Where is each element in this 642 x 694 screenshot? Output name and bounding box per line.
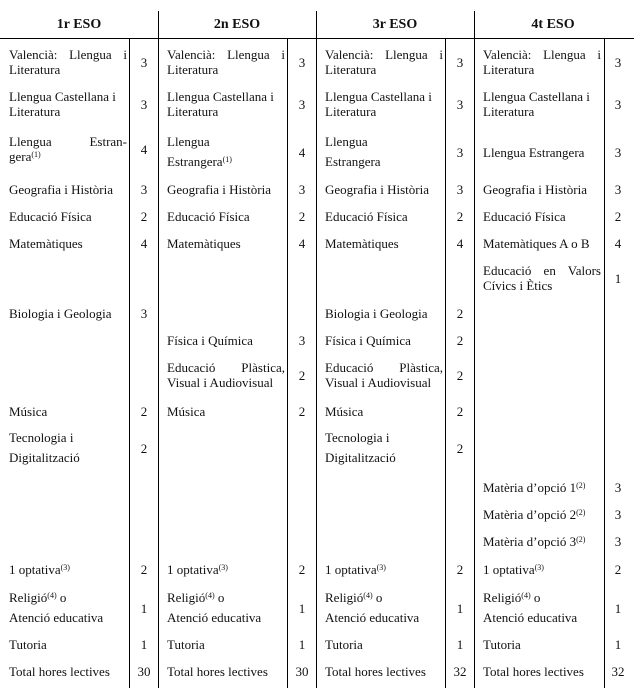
subject-line [483, 263, 601, 278]
subject-line [325, 104, 443, 119]
subject-text: Digitalització [325, 450, 396, 465]
subject-line [9, 134, 127, 149]
subject-name [325, 404, 443, 419]
subject-name [167, 360, 285, 390]
subject-text: Llengua Castellana i [9, 89, 116, 104]
hours-value: 4 [140, 142, 148, 157]
subject-name [167, 333, 285, 348]
subject-line [483, 610, 601, 625]
header-3r-eso: 3r ESO [372, 17, 418, 32]
hours-value: 1 [456, 637, 464, 652]
subject-name [483, 236, 601, 251]
subject-text: Atenció educativa [483, 610, 578, 625]
subject-name [483, 480, 601, 495]
hours-value: 32 [611, 664, 625, 679]
footnote-ref: (2) [576, 481, 586, 490]
subject-text: Tutoria [483, 637, 521, 652]
hours-value: 2 [614, 562, 622, 577]
subject-line [167, 637, 285, 652]
subject-name [483, 47, 601, 77]
subject-text: Total hores lectives [9, 664, 110, 679]
subject-text: Literatura [483, 62, 535, 77]
subject-line [483, 209, 601, 224]
subject-text: Geografia i Història [483, 182, 587, 197]
subject-text: Educació Física [325, 209, 408, 224]
subject-line [483, 507, 601, 522]
subject-line [325, 333, 443, 348]
subject-text: 1 optativa [167, 562, 219, 577]
subject-text: Biologia i Geologia [9, 306, 112, 321]
subject-line [325, 209, 443, 224]
hours-value: 2 [456, 306, 464, 321]
subject-text: 1 optativa [9, 562, 61, 577]
subject-line [325, 360, 443, 375]
footnote-ref: (1) [222, 155, 232, 164]
subject-text: Literatura [167, 104, 219, 119]
hours-divider [604, 38, 605, 688]
subject-text: Tutoria [167, 637, 205, 652]
hours-value: 1 [140, 637, 148, 652]
subject-text: Cívics i Ètics [483, 278, 553, 293]
hours-value: 1 [140, 601, 148, 616]
subject-line [325, 664, 443, 679]
hours-divider [445, 38, 446, 688]
hours-value: 1 [298, 637, 306, 652]
hours-value: 2 [456, 562, 464, 577]
subject-line [167, 236, 285, 251]
footnote-ref: (4) [521, 591, 531, 600]
subject-name [167, 562, 285, 577]
subject-line [483, 637, 601, 652]
subject-line [325, 47, 443, 62]
subject-name [325, 664, 443, 679]
subject-line [483, 236, 601, 251]
subject-name [9, 590, 127, 625]
subject-line [9, 182, 127, 197]
subject-text: Llengua Estran- [9, 134, 127, 149]
subject-text: Literatura [325, 62, 377, 77]
subject-text: Matemàtiques [167, 236, 241, 251]
subject-text: Llengua Estrangera [483, 145, 585, 160]
subject-text: Matèria d’opció 3 [483, 534, 577, 549]
subject-text: Valencià: Llengua i [167, 47, 285, 62]
subject-line [167, 375, 285, 390]
subject-line [325, 62, 443, 77]
hours-value: 4 [140, 236, 148, 251]
column-divider [474, 11, 475, 688]
hours-value: 3 [140, 55, 148, 70]
hours-value: 2 [298, 562, 306, 577]
subject-text: Geografia i Història [167, 182, 271, 197]
subject-text: Matemàtiques [9, 236, 83, 251]
subject-text: Visual i Audiovisual [325, 375, 432, 390]
subject-text: Total hores lectives [325, 664, 426, 679]
hours-value: 3 [614, 97, 622, 112]
footnote-ref: (3) [60, 563, 70, 572]
hours-value: 1 [614, 271, 622, 286]
hours-value: 1 [614, 637, 622, 652]
subject-name [325, 360, 443, 390]
subject-text: Matèria d’opció 1 [483, 480, 577, 495]
subject-text: Llengua Castellana i [483, 89, 590, 104]
hours-value: 3 [298, 97, 306, 112]
hours-value: 1 [614, 601, 622, 616]
hours-divider [287, 38, 288, 688]
subject-line [167, 209, 285, 224]
subject-text: o [372, 590, 383, 605]
subject-name [483, 562, 601, 577]
subject-name [167, 134, 285, 169]
subject-name [483, 664, 601, 679]
subject-line [167, 89, 285, 104]
subject-text: Atenció educativa [9, 610, 104, 625]
subject-name [325, 236, 443, 251]
subject-text: Música [325, 404, 364, 419]
hours-value: 2 [456, 404, 464, 419]
subject-name [483, 263, 601, 293]
subject-name [167, 236, 285, 251]
subject-text: Llengua Castellana i [325, 89, 432, 104]
subject-line [325, 306, 443, 321]
subject-name [9, 430, 127, 465]
subject-text: Religió [167, 590, 206, 605]
hours-value: 2 [140, 209, 148, 224]
subject-line [9, 62, 127, 77]
subject-name [167, 664, 285, 679]
subject-line [9, 637, 127, 652]
subject-line [9, 430, 127, 445]
subject-line [9, 306, 127, 321]
subject-text: Atenció educativa [167, 610, 262, 625]
footnote-ref: (4) [47, 591, 57, 600]
hours-value: 2 [456, 368, 464, 383]
subject-line [9, 104, 127, 119]
subject-line [167, 664, 285, 679]
subject-name [167, 89, 285, 119]
subject-text: Educació Física [483, 209, 566, 224]
subject-text: o [214, 590, 225, 605]
hours-value: 2 [140, 404, 148, 419]
subject-text: Física i Química [167, 333, 253, 348]
subject-line [167, 333, 285, 348]
subject-name [483, 209, 601, 224]
subject-text: 1 optativa [325, 562, 377, 577]
footnote-ref: (3) [534, 563, 544, 572]
subject-line [483, 145, 601, 160]
subject-text: Física i Química [325, 333, 411, 348]
subject-text: Estrangera [325, 154, 381, 169]
subject-name [167, 182, 285, 197]
subject-name [167, 47, 285, 77]
subject-name [9, 404, 127, 419]
subject-text: Educació Plàstica, [167, 360, 285, 375]
subject-line [325, 89, 443, 104]
subject-line [325, 182, 443, 197]
subject-line [325, 610, 443, 625]
subject-line [9, 404, 127, 419]
subject-line [167, 104, 285, 119]
subject-name [9, 47, 127, 77]
hours-value: 3 [614, 480, 622, 495]
hours-value: 3 [614, 182, 622, 197]
subject-text: Literatura [167, 62, 219, 77]
subject-line [325, 404, 443, 419]
subject-text: Educació Física [167, 209, 250, 224]
subject-line [167, 154, 285, 169]
subject-text: Valencià: Llengua i [483, 47, 601, 62]
hours-value: 1 [298, 601, 306, 616]
subject-text: Tutoria [9, 637, 47, 652]
subject-name [483, 145, 601, 160]
subject-line [9, 562, 127, 577]
subject-line [167, 360, 285, 375]
hours-value: 3 [298, 55, 306, 70]
subject-text: Atenció educativa [325, 610, 420, 625]
subject-text: Geografia i Història [9, 182, 113, 197]
subject-name [167, 590, 285, 625]
subject-name [325, 89, 443, 119]
subject-text: Tecnologia i [325, 430, 390, 445]
header-4t-eso: 4t ESO [531, 17, 575, 32]
subject-line [483, 182, 601, 197]
subject-line [325, 562, 443, 577]
hours-value: 3 [456, 55, 464, 70]
hours-value: 3 [456, 145, 464, 160]
subject-line [9, 664, 127, 679]
hours-value: 2 [140, 562, 148, 577]
footnote-ref: (4) [363, 591, 373, 600]
hours-value: 1 [456, 601, 464, 616]
hours-value: 3 [140, 182, 148, 197]
hours-value: 3 [140, 306, 148, 321]
subject-name [483, 637, 601, 652]
subject-text: Educació Plàstica, [325, 360, 443, 375]
subject-name [167, 404, 285, 419]
subject-name [325, 333, 443, 348]
subject-name [483, 182, 601, 197]
subject-line [9, 149, 127, 164]
subject-line [483, 534, 601, 549]
subject-name [483, 89, 601, 119]
hours-value: 2 [456, 209, 464, 224]
hours-value: 3 [298, 182, 306, 197]
subject-text: Estrangera [167, 154, 223, 169]
subject-line [325, 375, 443, 390]
hours-divider [129, 38, 130, 688]
subject-line [9, 450, 127, 465]
column-divider [158, 11, 159, 688]
subject-line [167, 182, 285, 197]
subject-text: o [530, 590, 541, 605]
subject-line [325, 450, 443, 465]
subject-line [167, 62, 285, 77]
subject-line [9, 236, 127, 251]
subject-line [483, 562, 601, 577]
subject-text: Literatura [9, 104, 61, 119]
subject-line [9, 47, 127, 62]
subject-name [483, 534, 601, 549]
hours-value: 3 [456, 182, 464, 197]
subject-text: Educació Física [9, 209, 92, 224]
subject-line [483, 89, 601, 104]
subject-name [9, 637, 127, 652]
hours-value: 3 [614, 55, 622, 70]
hours-value: 3 [614, 534, 622, 549]
hours-value: 2 [298, 209, 306, 224]
footnote-ref: (3) [218, 563, 228, 572]
subject-name [325, 134, 443, 169]
subject-text: Biologia i Geologia [325, 306, 428, 321]
hours-value: 4 [456, 236, 464, 251]
footnote-ref: (1) [31, 150, 41, 159]
subject-line [325, 430, 443, 445]
hours-value: 3 [614, 507, 622, 522]
header-1r-eso: 1r ESO [56, 17, 102, 32]
subject-text: Llengua Castellana i [167, 89, 274, 104]
subject-text: Tecnologia i [9, 430, 74, 445]
subject-line [167, 404, 285, 419]
subject-text: o [56, 590, 67, 605]
subject-line [167, 610, 285, 625]
subject-name [9, 209, 127, 224]
subject-text: Música [9, 404, 48, 419]
subject-name [9, 306, 127, 321]
subject-text: Literatura [483, 104, 535, 119]
subject-name [9, 134, 127, 164]
subject-name [167, 209, 285, 224]
footnote-ref: (3) [376, 563, 386, 572]
hours-value: 3 [614, 145, 622, 160]
hours-value: 4 [298, 145, 306, 160]
subject-text: gera [9, 149, 32, 164]
subject-name [9, 236, 127, 251]
subject-line [9, 610, 127, 625]
subject-text: Llengua [325, 134, 368, 149]
subject-line [483, 104, 601, 119]
hours-value: 3 [298, 333, 306, 348]
header-rule [0, 38, 634, 39]
subject-text: Valencià: Llengua i [9, 47, 127, 62]
subject-text: Tutoria [325, 637, 363, 652]
subject-text: Total hores lectives [483, 664, 584, 679]
subject-text: Literatura [9, 62, 61, 77]
subject-line [167, 47, 285, 62]
subject-line [483, 664, 601, 679]
hours-value: 30 [295, 664, 309, 679]
subject-line [325, 590, 443, 605]
subject-line [167, 134, 285, 149]
footnote-ref: (4) [205, 591, 215, 600]
hours-value: 2 [298, 404, 306, 419]
hours-value: 2 [140, 441, 148, 456]
subject-text: Literatura [325, 104, 377, 119]
subject-name [325, 182, 443, 197]
subject-line [483, 480, 601, 495]
hours-value: 4 [298, 236, 306, 251]
footnote-ref: (2) [576, 508, 586, 517]
subject-line [9, 209, 127, 224]
subject-name [167, 637, 285, 652]
hours-value: 2 [456, 441, 464, 456]
hours-value: 2 [614, 209, 622, 224]
subject-name [325, 637, 443, 652]
hours-value: 2 [298, 368, 306, 383]
subject-line [9, 590, 127, 605]
subject-name [9, 182, 127, 197]
subject-line [9, 89, 127, 104]
hours-value: 4 [614, 236, 622, 251]
subject-name [325, 430, 443, 465]
subject-line [167, 562, 285, 577]
subject-line [325, 154, 443, 169]
hours-value: 30 [137, 664, 151, 679]
subject-text: Geografia i Història [325, 182, 429, 197]
column-divider [316, 11, 317, 688]
subject-line [325, 637, 443, 652]
subject-name [483, 507, 601, 522]
subject-text: Matemàtiques A o B [483, 236, 590, 251]
subject-name [325, 562, 443, 577]
subject-line [167, 590, 285, 605]
subject-text: Visual i Audiovisual [167, 375, 274, 390]
subject-name [9, 664, 127, 679]
subject-name [325, 209, 443, 224]
hours-value: 32 [453, 664, 467, 679]
header-2n-eso: 2n ESO [213, 17, 261, 32]
subject-text: Matemàtiques [325, 236, 399, 251]
subject-text: Religió [9, 590, 48, 605]
subject-text: 1 optativa [483, 562, 535, 577]
footnote-ref: (2) [576, 535, 586, 544]
subject-line [483, 62, 601, 77]
hours-value: 3 [456, 97, 464, 112]
hours-value: 2 [456, 333, 464, 348]
subject-name [9, 562, 127, 577]
subject-name [325, 47, 443, 77]
subject-text: Llengua [167, 134, 210, 149]
subject-line [483, 47, 601, 62]
subject-line [325, 134, 443, 149]
subject-name [483, 590, 601, 625]
subject-text: Religió [483, 590, 522, 605]
subject-line [483, 590, 601, 605]
subject-line [325, 236, 443, 251]
subject-text: Religió [325, 590, 364, 605]
subject-text: Educació en Valors [483, 263, 601, 278]
subject-text: Digitalització [9, 450, 80, 465]
subject-text: Música [167, 404, 206, 419]
subject-text: Valencià: Llengua i [325, 47, 443, 62]
subject-text: Matèria d’opció 2 [483, 507, 577, 522]
hours-value: 3 [140, 97, 148, 112]
subject-name [325, 590, 443, 625]
subject-text: Total hores lectives [167, 664, 268, 679]
subject-line [483, 278, 601, 293]
subject-name [9, 89, 127, 119]
subject-name [325, 306, 443, 321]
